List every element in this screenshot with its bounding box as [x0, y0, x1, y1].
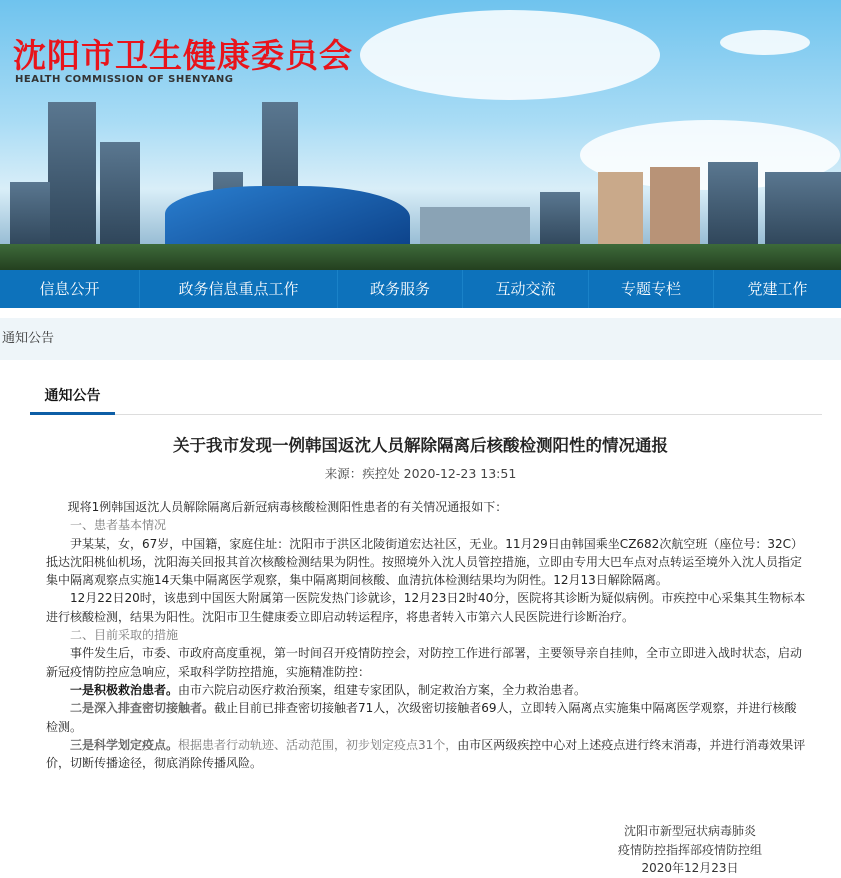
main-nav: [0, 270, 841, 308]
article-source: 来源：疾控处 2020-12-23 13:51: [324, 466, 517, 481]
signature-line: 沈阳市新型冠状病毒肺炎: [623, 824, 756, 838]
measure-text: 由市六院启动医疗救治预案，组建专家团队，制定救治方案，全力救治患者。: [178, 682, 587, 697]
signature-date: 2020年12月23日: [641, 861, 739, 875]
signature: [590, 822, 790, 878]
measure-text: 截止目前已排查密切接触者71人，次级密切接触者69人，立即转入隔离点实施集中隔离医学观察，并进行核酸检测。: [46, 701, 797, 734]
nav-item-info-disclosure[interactable]: 信息公开: [0, 270, 140, 308]
section-heading: 二、目前采取的措施: [70, 628, 179, 643]
breadcrumb: [0, 318, 841, 360]
measure-text: 根据患者行动轨迹、活动范围，初步划定疫点31个，: [178, 737, 458, 752]
section-tabbar: [30, 380, 822, 415]
article-body: [46, 498, 806, 772]
paragraph: 12月22日20时，该患到中国医大附属第一医院发热门诊就诊，12月23日2时40分，医院将其诊断为疑似病例。市疾控中心采集其生物标本进行核酸检测，结果为阳性。沈阳市卫生健康委立即启动转运程序，将患者转入市第六人民医院进行诊断治疗。: [46, 591, 806, 624]
site-logo-title[interactable]: 沈阳市卫生健康委员会: [13, 36, 353, 75]
article-intro: 现将1例韩国返沈人员解除隔离后新冠病毒核酸检测阳性患者的有关情况通报如下：: [67, 500, 508, 514]
measure-text: 由市区两级疾控中心对上述疫点进行终末消毒，并进行消毒效果评价，切断传播途径，彻底消除传播风险。: [46, 737, 806, 771]
nav-item-special-topics[interactable]: 专题专栏: [589, 270, 714, 308]
nav-item-key-work[interactable]: 政务信息重点工作: [140, 270, 338, 308]
site-logo-subtitle: HEALTH COMMISSION OF SHENYANG: [15, 74, 234, 85]
section-heading: 一、患者基本情况: [70, 518, 167, 533]
signature-line: 疫情防控指挥部疫情防控组: [617, 842, 762, 857]
breadcrumb-link[interactable]: 通知公告: [2, 331, 55, 346]
measure-2: [46, 699, 806, 736]
paragraph: 事件发生后，市委、市政府高度重视，第一时间召开疫情防控会，对防控工作进行部署，主要领导亲自挂帅，全市立即进入战时状态，启动新冠疫情防控应急响应，采取科学防控措施，实施精准防控：: [46, 646, 803, 679]
measure-lead: 三是科学划定疫点。: [70, 737, 179, 752]
nav-item-interaction[interactable]: 互动交流: [463, 270, 589, 308]
tab-notices[interactable]: 通知公告: [30, 380, 115, 415]
measure-1: [46, 681, 806, 699]
measure-3: [46, 736, 806, 773]
paragraph: 尹某某，女，67岁，中国籍，家庭住址：沈阳市于洪区北陵街道宏达社区，无业。11月29日由韩国乘坐CZ682次航空班（座位号：32C）抵达沈阳桃仙机场，沈阳海关回报其首次核酸检测结果为阴性。按照境外入沈人员管控措施，立即由专用大巴车点对点转运至境外入沈人员指定集中隔离观察点实施14天集中隔离医学观察，集中隔离期间核酸、血清抗体检测结果均为阴性。12月13日解除隔离。: [46, 536, 803, 588]
nav-item-party-building[interactable]: 党建工作: [747, 280, 808, 298]
measure-lead: 一是积极救治患者。: [70, 682, 179, 697]
header-banner: [0, 0, 841, 270]
measure-lead: 二是深入排查密切接触者。: [70, 701, 215, 716]
nav-item-gov-services[interactable]: 政务服务: [338, 270, 463, 308]
article-title: 关于我市发现一例韩国返沈人员解除隔离后核酸检测阳性的情况通报: [173, 436, 668, 455]
